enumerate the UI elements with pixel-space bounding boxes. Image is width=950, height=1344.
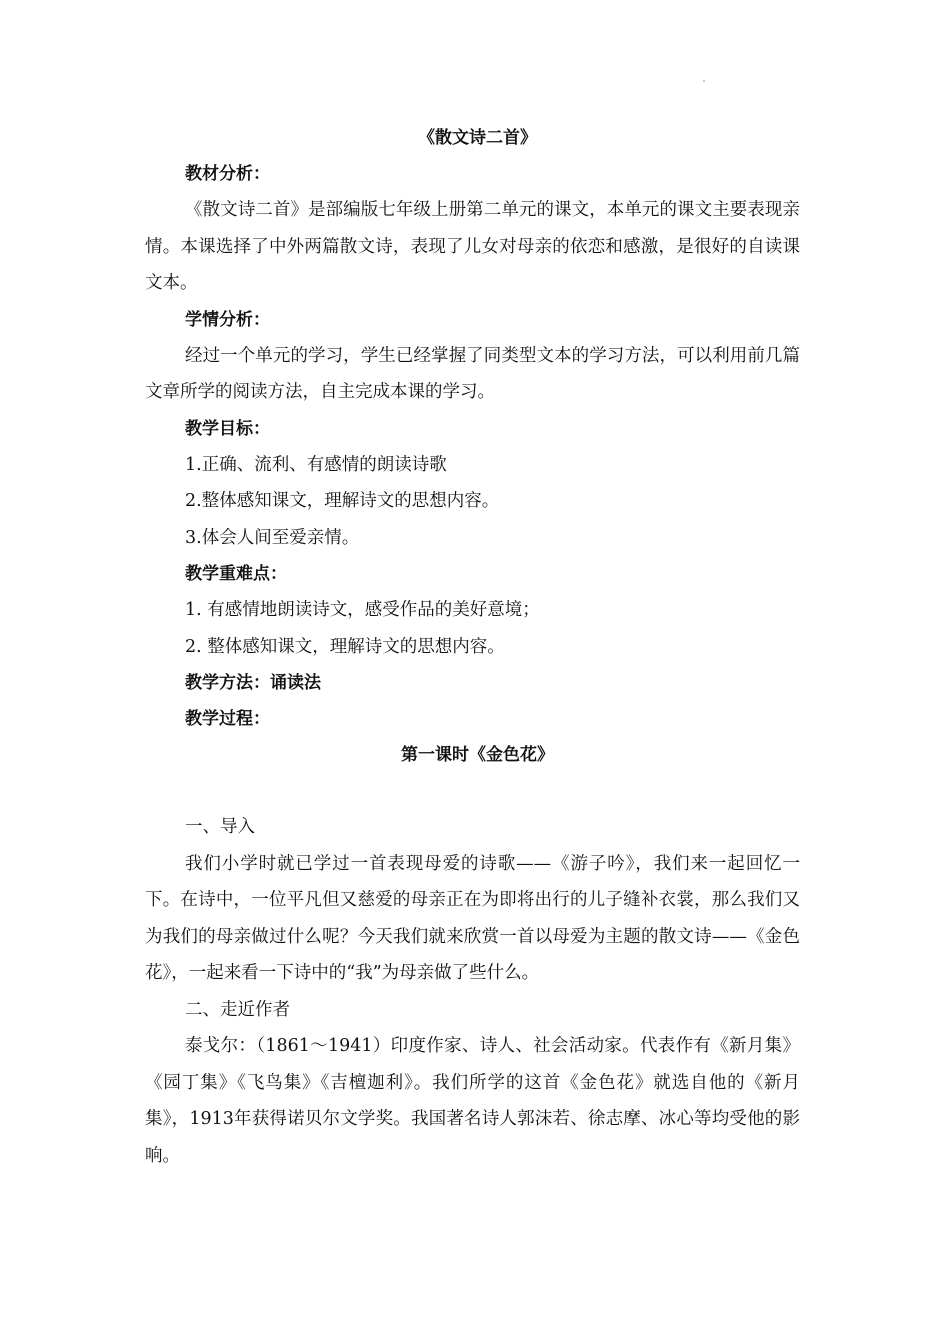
teaching-goal-item: 3.体会人间至爱亲情。 (185, 527, 360, 548)
author-heading: 二、走近作者 (185, 999, 290, 1020)
teaching-method-heading: 教学方法：诵读法 (185, 673, 321, 693)
page-mark (703, 80, 705, 82)
student-analysis-heading: 学情分析： (185, 309, 270, 330)
key-point-item: 2. 整体感知课文，理解诗文的思想内容。 (185, 636, 505, 657)
student-analysis-text: 经过一个单元的学习，学生已经掌握了同类型文本的学习方法，可以利用前几篇文章所学的阅读方法，自主完成本课的学习。 (145, 345, 800, 402)
key-points-heading: 教学重难点： (185, 564, 287, 584)
teaching-process-heading: 教学过程： (185, 709, 270, 729)
material-analysis-heading: 教材分析： (185, 164, 270, 184)
document-title: 《散文诗二首》 (418, 128, 537, 148)
teaching-goal-item: 1.正确、流利、有感情的朗读诗歌 (185, 454, 447, 475)
intro-heading: 一、导入 (185, 817, 255, 837)
teaching-goal-item: 2.整体感知课文，理解诗文的思想内容。 (185, 491, 500, 511)
lesson-title: 第一课时《金色花》 (401, 745, 554, 765)
intro-text: 我们小学时就已学过一首表现母爱的诗歌——《游子吟》，我们来一起回忆一下。在诗中，一位平凡但又慈爱的母亲正在为即将出行的儿子缝补衣裳，那么我们又为我们的母亲做过什么呢？今天我们就来欣赏一首以母爱为主题的散文诗——《金色花》，一起来看一下诗中的“我”为母亲做了些什么。 (145, 853, 800, 983)
material-analysis-text: 《散文诗二首》是部编版七年级上册第二单元的课文，本单元的课文主要表现亲情。本课选择了中外两篇散文诗，表现了儿女对母亲的依恋和感激，是很好的自读课文本。 (145, 200, 800, 293)
author-text: 泰戈尔：（1861～1941）印度作家、诗人、社会活动家。代表作有《新月集》《园丁集》《飞鸟集》《吉檀迦利》。我们所学的这首《金色花》就选自他的《新月集》，1913年获得诺贝尔文学奖。我国著名诗人郭沫若、徐志摩、冰心等均受他的影响。 (145, 1036, 800, 1166)
teaching-goals-heading: 教学目标： (185, 418, 270, 439)
document-body (145, 120, 800, 1174)
key-point-item: 1. 有感情地朗读诗文，感受作品的美好意境； (185, 600, 540, 620)
